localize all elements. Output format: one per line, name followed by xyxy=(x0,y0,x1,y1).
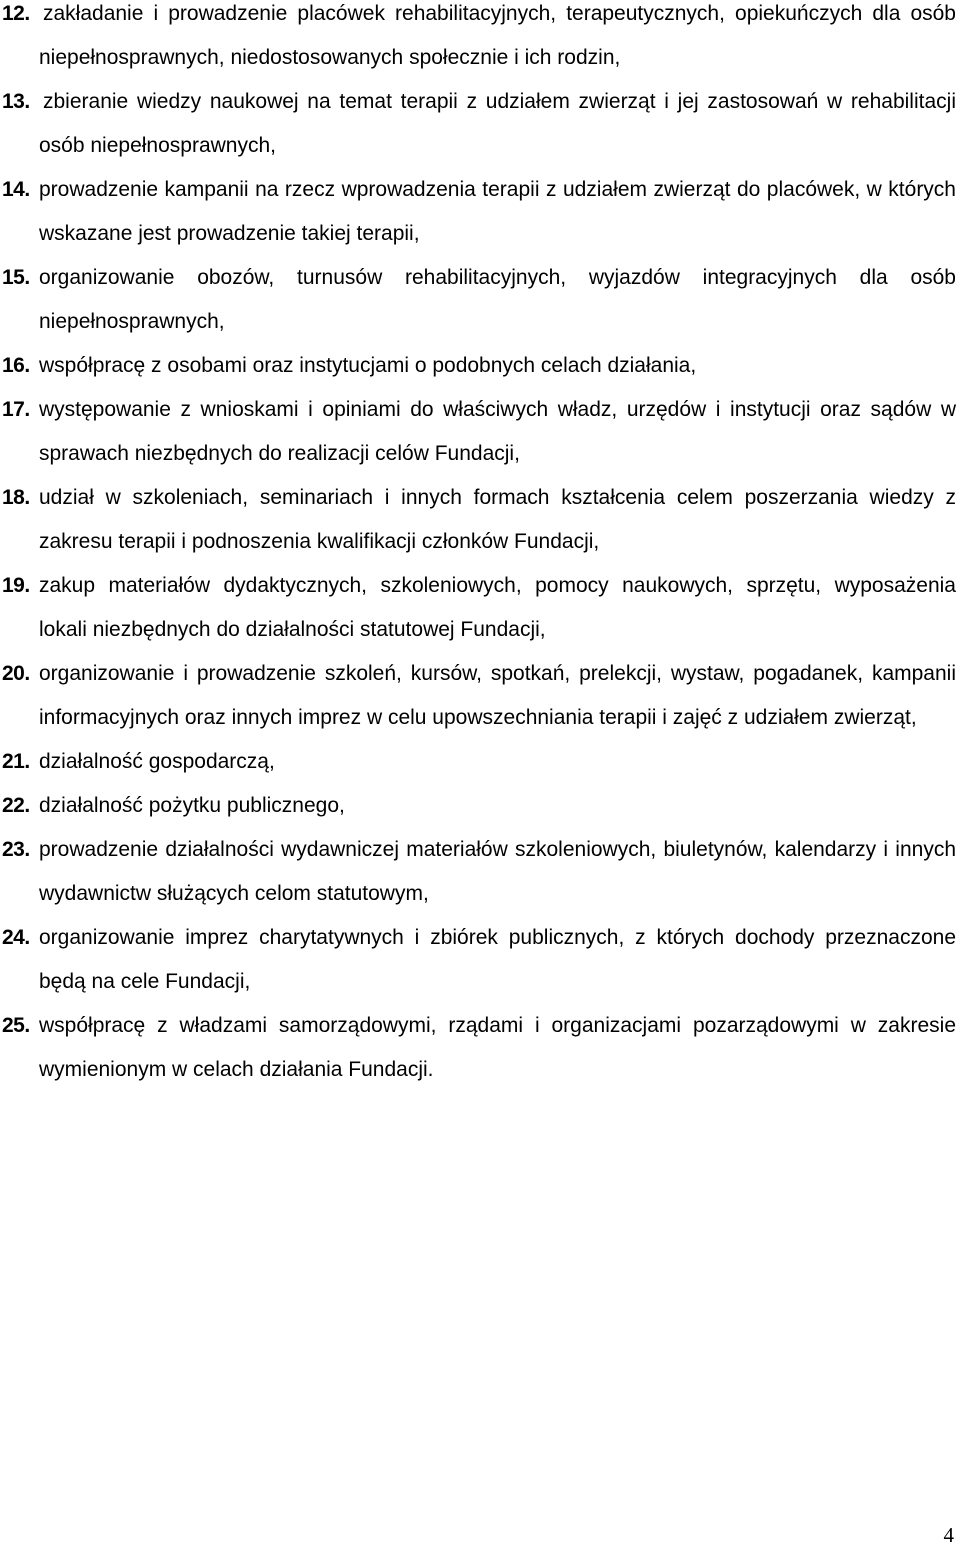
list-item-23 xyxy=(2,828,956,916)
item-text: udział w szkoleniach, seminariach i innych formach kształcenia celem poszerzania wiedzy z zakresu terapii i podnoszenia kwalifikacji członków Fundacji, xyxy=(39,486,956,553)
item-text: organizowanie i prowadzenie szkoleń, kursów, spotkań, prelekcji, wystaw, pogadanek, kampanii informacyjnych oraz innych imprez w celu upowszechniania terapii i zajęć z udziałem zwierząt, xyxy=(39,662,956,729)
list-item-24 xyxy=(2,916,956,1004)
list-item-17 xyxy=(2,388,956,476)
item-text: zbieranie wiedzy naukowej na temat terapii z udziałem zwierząt i jej zastosowań w rehabilitacji osób niepełnosprawnych, xyxy=(39,90,956,157)
list-item-14 xyxy=(2,168,956,256)
item-text: współpracę z władzami samorządowymi, rządami i organizacjami pozarządowymi w zakresie wymienionym w celach działania Fundacji. xyxy=(39,1014,956,1081)
item-number: 15. xyxy=(2,266,30,289)
item-number: 19. xyxy=(2,574,30,597)
item-text: prowadzenie działalności wydawniczej materiałów szkoleniowych, biuletynów, kalendarzy i innych wydawnictw służących celom statutowym, xyxy=(39,838,956,905)
item-text: organizowanie imprez charytatywnych i zbiórek publicznych, z których dochody przeznaczone będą na cele Fundacji, xyxy=(39,926,956,993)
list-item-12 xyxy=(2,0,956,80)
item-text: współpracę z osobami oraz instytucjami o podobnych celach działania, xyxy=(39,354,697,377)
item-number: 25. xyxy=(2,1014,30,1037)
item-number: 24. xyxy=(2,926,30,949)
list-item-25 xyxy=(2,1004,956,1092)
page-number: 4 xyxy=(943,1523,954,1547)
item-text: prowadzenie kampanii na rzecz wprowadzenia terapii z udziałem zwierząt do placówek, w których wskazane jest prowadzenie takiej terapii, xyxy=(39,178,956,245)
list-item-22 xyxy=(2,784,956,828)
statute-activities-list xyxy=(2,0,956,1092)
item-number: 13. xyxy=(2,90,30,113)
item-text: występowanie z wnioskami i opiniami do właściwych władz, urzędów i instytucji oraz sądów w sprawach niezbędnych do realizacji celów Fundacji, xyxy=(39,398,956,465)
item-number: 23. xyxy=(2,838,30,861)
list-item-18 xyxy=(2,476,956,564)
item-number: 20. xyxy=(2,662,30,685)
item-text: zakup materiałów dydaktycznych, szkoleniowych, pomocy naukowych, sprzętu, wyposażenia lokali niezbędnych do działalności statutowej Fundacji, xyxy=(39,574,956,641)
item-number: 16. xyxy=(2,354,30,377)
item-number: 18. xyxy=(2,486,30,509)
list-item-19 xyxy=(2,564,956,652)
item-text: organizowanie obozów, turnusów rehabilitacyjnych, wyjazdów integracyjnych dla osób niepełnosprawnych, xyxy=(39,266,956,333)
item-number: 14. xyxy=(2,178,30,201)
item-number: 12. xyxy=(2,2,30,25)
item-number: 17. xyxy=(2,398,30,421)
list-item-13 xyxy=(2,80,956,168)
list-item-16 xyxy=(2,344,956,388)
item-text: działalność pożytku publicznego, xyxy=(39,794,345,817)
item-text: działalność gospodarczą, xyxy=(39,750,275,773)
list-item-20 xyxy=(2,652,956,740)
list-item-21 xyxy=(2,740,956,784)
item-number: 21. xyxy=(2,750,30,773)
item-number: 22. xyxy=(2,794,30,817)
item-text: zakładanie i prowadzenie placówek rehabilitacyjnych, terapeutycznych, opiekuńczych dla osób niepełnosprawnych, niedostosowanych społecznie i ich rodzin, xyxy=(39,2,956,69)
list-item-15 xyxy=(2,256,956,344)
